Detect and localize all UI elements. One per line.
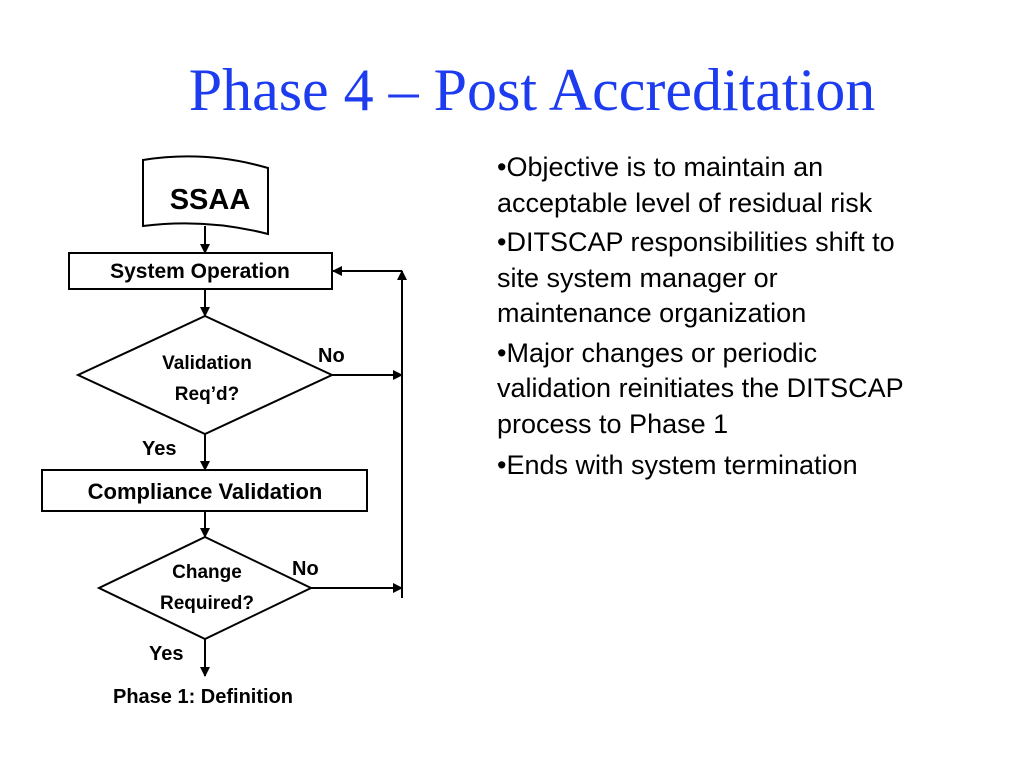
phase-1-definition-label: Phase 1: Definition bbox=[112, 686, 294, 708]
bullet-responsibilities: •DITSCAP responsibilities shift to site system manager or maintenance organization bbox=[497, 227, 895, 328]
change-decision-line-2: Required? bbox=[160, 593, 254, 614]
bullet-major-changes: •Major changes or periodic validation reinitiates the DITSCAP process to Phase 1 bbox=[497, 337, 904, 439]
validation-no-label: No bbox=[318, 345, 345, 367]
bullet-list bbox=[497, 150, 917, 489]
system-operation-label: System Operation bbox=[110, 260, 290, 283]
validation-yes-label: Yes bbox=[142, 438, 177, 460]
change-decision-line-1: Change bbox=[172, 562, 242, 583]
compliance-validation-label: Compliance Validation bbox=[87, 479, 323, 504]
change-no-label: No bbox=[292, 558, 319, 580]
bullet-termination: •Ends with system termination bbox=[497, 450, 858, 480]
bullet-objective: •Objective is to maintain an acceptable level of residual risk bbox=[497, 152, 873, 218]
change-required-diamond bbox=[99, 537, 311, 639]
validation-decision-line-1: Validation bbox=[162, 353, 252, 374]
slide-title: Phase 4 – Post Accreditation bbox=[188, 57, 876, 123]
validation-decision-line-2: Req’d? bbox=[174, 384, 240, 405]
ssaa-label: SSAA bbox=[169, 184, 251, 216]
validation-required-diamond bbox=[78, 316, 332, 434]
change-yes-label: Yes bbox=[149, 643, 184, 665]
